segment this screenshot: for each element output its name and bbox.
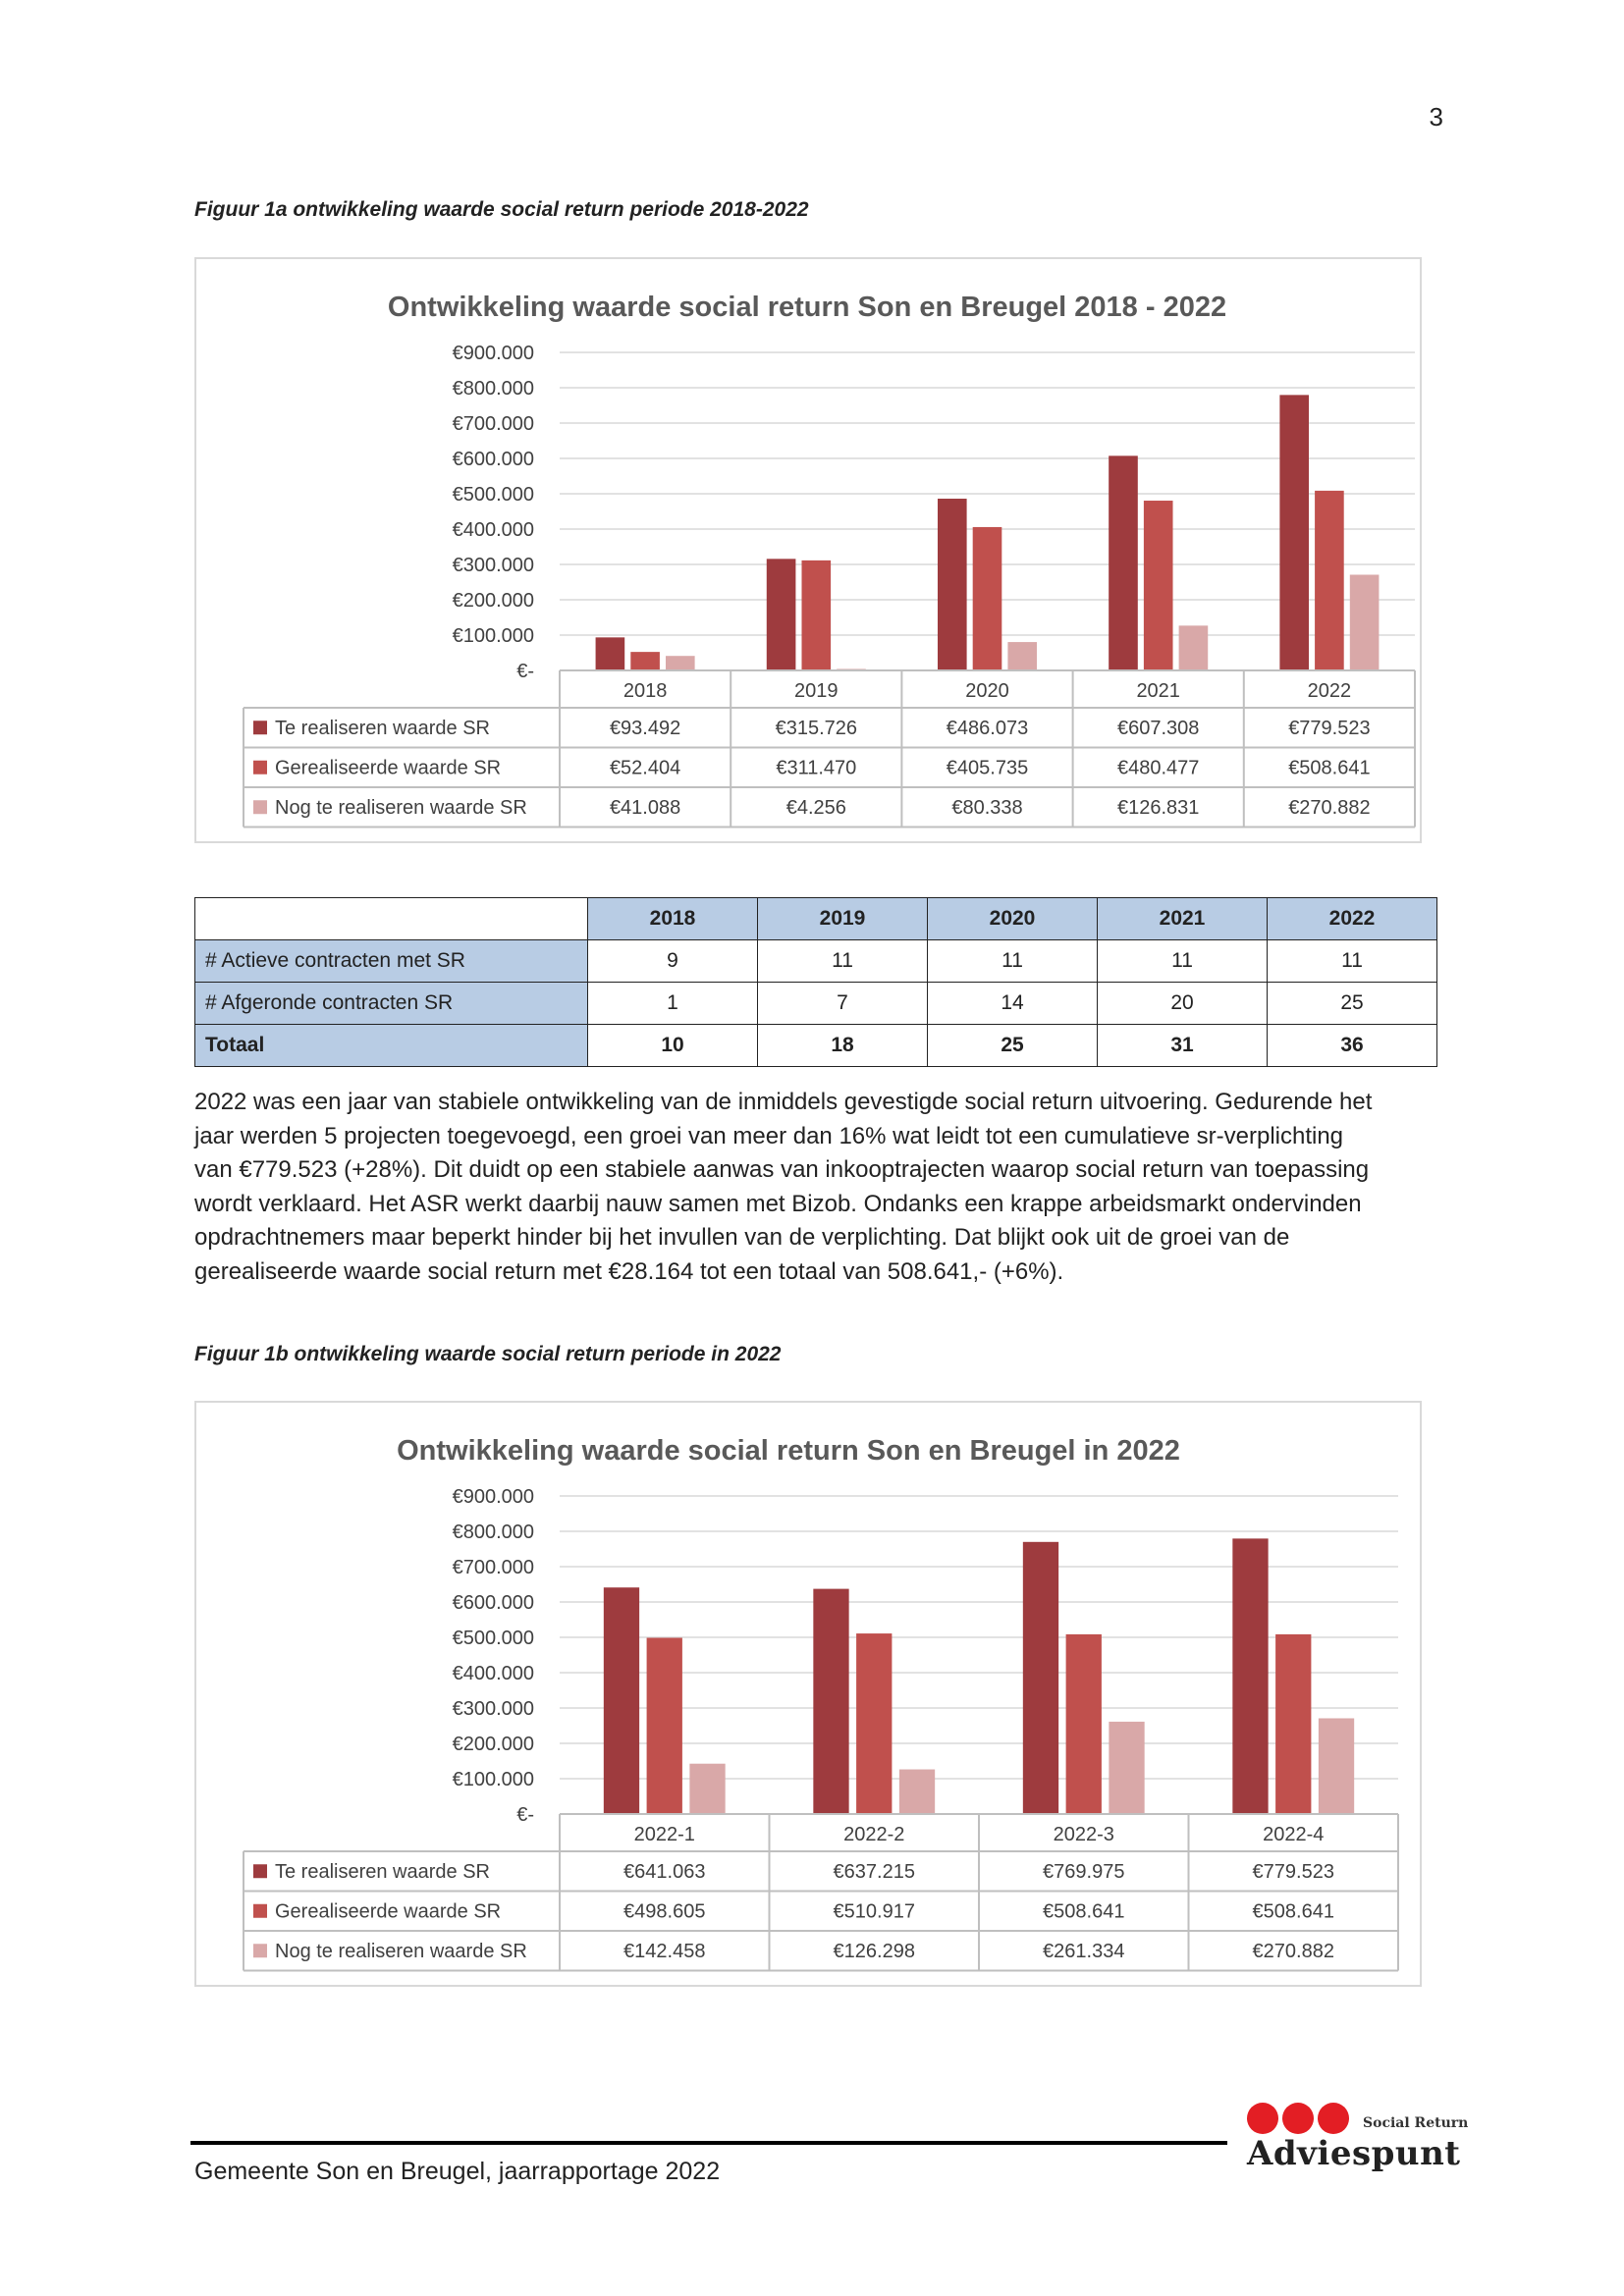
data-label: €486.073 (946, 718, 1029, 739)
paragraph-line: van €779.523 (+28%). Dit duidt op een stabiele aanwas van inkooptrajecten waarop social return van toepassing (194, 1156, 1370, 1183)
y-tick-label: €700.000 (452, 1557, 534, 1578)
y-tick-label: €800.000 (452, 1522, 534, 1543)
y-tick-label: €900.000 (452, 343, 534, 364)
data-label: €637.215 (833, 1861, 915, 1883)
category-label: 2022-4 (1263, 1824, 1325, 1845)
contracts-year-header: 2022 (1268, 898, 1437, 940)
bar (1232, 1538, 1268, 1814)
data-label: €52.404 (609, 757, 681, 779)
logo-wordmark: Adviespunt (1247, 2134, 1461, 2173)
y-tick-label: €800.000 (452, 378, 534, 400)
data-label: €641.063 (623, 1861, 706, 1883)
data-label: €41.088 (609, 797, 681, 819)
logo-tagline: Social Return (1363, 2115, 1469, 2131)
y-tick-label: €- (516, 1804, 534, 1826)
bar (856, 1633, 892, 1814)
figure-1b-caption: Figuur 1b ontwikkeling waarde social return periode in 2022 (194, 1343, 782, 1365)
legend-key (253, 800, 267, 814)
chart-title: Ontwikkeling waarde social return Son en Breugel 2018 - 2022 (387, 292, 1227, 323)
body-paragraph (194, 1086, 1441, 1289)
bar (938, 499, 967, 670)
row-label: Totaal (195, 1025, 588, 1067)
y-tick-label: €200.000 (452, 1734, 534, 1755)
paragraph-line: opdrachtnemers maar beperkt hinder bij het invullen van de verplichting. Dat blijkt ook uit de groei van de (194, 1224, 1290, 1251)
contracts-year-header: 2021 (1098, 898, 1268, 940)
data-label: €261.334 (1043, 1941, 1125, 1962)
paragraph-line: 2022 was een jaar van stabiele ontwikkeling van de inmiddels gevestigde social return uitvoering. Gedurende het (194, 1089, 1373, 1115)
chart-1b-frame (194, 1401, 1422, 1987)
bar (1144, 501, 1173, 670)
y-tick-label: €900.000 (452, 1486, 534, 1508)
paragraph-line: gerealiseerde waarde social return met €28.164 tot een totaal van 508.641,- (+6%). (194, 1257, 1064, 1285)
contracts-table-corner (195, 898, 588, 940)
y-tick-label: €300.000 (452, 1698, 534, 1720)
table-cell: 36 (1268, 1025, 1437, 1067)
category-label: 2020 (965, 680, 1009, 702)
data-label: €126.831 (1116, 797, 1200, 819)
data-label: €498.605 (623, 1900, 706, 1923)
table-cell: 11 (758, 940, 928, 983)
logo-dot (1247, 2103, 1278, 2134)
data-label: €311.470 (776, 757, 857, 779)
series-name: Te realiseren waarde SR (275, 1861, 490, 1883)
y-tick-label: €600.000 (452, 1592, 534, 1614)
y-tick-label: €400.000 (452, 519, 534, 541)
chart-1a (196, 259, 1420, 841)
adviespunt-logo (1247, 2103, 1469, 2181)
category-label: 2019 (794, 680, 839, 702)
legend-key (253, 1944, 267, 1957)
legend-key (253, 721, 267, 734)
y-tick-label: €700.000 (452, 413, 534, 435)
series-name: Te realiseren waarde SR (275, 718, 490, 739)
row-label: # Afgeronde contracten SR (195, 983, 588, 1025)
table-row (195, 940, 1437, 983)
category-label: 2021 (1136, 680, 1180, 702)
series-name: Gerealiseerde waarde SR (275, 757, 502, 779)
contracts-year-header: 2018 (588, 898, 758, 940)
bar (1066, 1634, 1102, 1814)
table-cell: 9 (588, 940, 758, 983)
data-label: €405.735 (946, 757, 1029, 779)
table-cell: 11 (1268, 940, 1437, 983)
data-label: €508.641 (1288, 757, 1371, 779)
table-cell: 10 (588, 1025, 758, 1067)
paragraph-line: wordt verklaard. Het ASR werkt daarbij nauw samen met Bizob. Ondanks een krappe arbeidsmarkt ondervinden (194, 1190, 1362, 1217)
table-cell: 1 (588, 983, 758, 1025)
y-tick-label: €100.000 (452, 1769, 534, 1790)
chart-1a-frame (194, 257, 1422, 843)
table-cell: 11 (1098, 940, 1268, 983)
legend-key (253, 761, 267, 774)
category-label: 2022-3 (1053, 1824, 1114, 1845)
bar (689, 1764, 725, 1814)
table-cell: 20 (1098, 983, 1268, 1025)
table-cell: 25 (1268, 983, 1437, 1025)
category-label: 2022 (1307, 680, 1352, 702)
logo-dot (1282, 2103, 1314, 2134)
contracts-year-header: 2020 (928, 898, 1098, 940)
paragraph-line: jaar werden 5 projecten toegevoegd, een groei van meer dan 16% wat leidt tot een cumulatieve sr-verplichting (194, 1122, 1344, 1149)
data-label: €508.641 (1043, 1900, 1125, 1923)
figure-1a-caption: Figuur 1a ontwikkeling waarde social return periode 2018-2022 (194, 198, 809, 221)
table-cell: 14 (928, 983, 1098, 1025)
bar (1279, 395, 1309, 670)
table-cell: 25 (928, 1025, 1098, 1067)
data-label: €270.882 (1288, 797, 1371, 819)
category-label: 2018 (623, 680, 668, 702)
data-label: €607.308 (1116, 718, 1200, 739)
data-label: €270.882 (1252, 1941, 1334, 1962)
bar (1007, 642, 1037, 670)
logo-dot (1318, 2103, 1349, 2134)
bar (647, 1638, 682, 1814)
legend-key (253, 1904, 267, 1918)
table-cell: 18 (758, 1025, 928, 1067)
bar (973, 527, 1002, 670)
bar (767, 559, 796, 670)
series-name: Gerealiseerde waarde SR (275, 1900, 502, 1923)
category-label: 2022-1 (633, 1824, 695, 1845)
data-label: €508.641 (1252, 1900, 1334, 1923)
legend-key (253, 1864, 267, 1878)
contracts-year-header: 2019 (758, 898, 928, 940)
data-label: €480.477 (1116, 757, 1200, 779)
data-label: €126.298 (833, 1941, 915, 1962)
bar (630, 652, 660, 670)
bar (801, 561, 831, 670)
y-tick-label: €100.000 (452, 625, 534, 647)
bar (1350, 574, 1380, 670)
bar (813, 1589, 848, 1814)
y-tick-label: €500.000 (452, 1628, 534, 1649)
y-tick-label: €400.000 (452, 1663, 534, 1684)
data-label: €80.338 (951, 797, 1023, 819)
bar (1109, 1722, 1144, 1814)
y-tick-label: €- (516, 661, 534, 682)
data-label: €779.523 (1252, 1861, 1334, 1883)
data-label: €4.256 (785, 797, 846, 819)
data-label: €779.523 (1288, 718, 1371, 739)
page-number: 3 (1429, 102, 1443, 132)
bar (899, 1770, 935, 1814)
bar (1179, 625, 1209, 670)
data-label: €510.917 (833, 1900, 915, 1923)
table-cell: 11 (928, 940, 1098, 983)
row-label: # Actieve contracten met SR (195, 940, 588, 983)
bar (1315, 491, 1344, 670)
y-tick-label: €200.000 (452, 590, 534, 612)
series-name: Nog te realiseren waarde SR (275, 797, 527, 819)
chart-title: Ontwikkeling waarde social return Son en Breugel in 2022 (397, 1435, 1180, 1467)
bar (1275, 1634, 1311, 1814)
bar (1109, 455, 1138, 670)
table-cell: 7 (758, 983, 928, 1025)
data-label: €769.975 (1043, 1861, 1125, 1883)
category-label: 2022-2 (843, 1824, 905, 1845)
table-row (195, 983, 1437, 1025)
footer-divider (190, 2141, 1227, 2145)
y-tick-label: €500.000 (452, 484, 534, 506)
table-cell: 31 (1098, 1025, 1268, 1067)
y-tick-label: €600.000 (452, 449, 534, 470)
bar (1319, 1718, 1354, 1814)
y-tick-label: €300.000 (452, 555, 534, 576)
chart-1b (196, 1403, 1420, 1985)
bar (596, 637, 625, 670)
data-label: €142.458 (623, 1941, 706, 1962)
series-name: Nog te realiseren waarde SR (275, 1941, 527, 1962)
data-label: €93.492 (609, 718, 681, 739)
bar (666, 656, 695, 670)
bar (604, 1587, 639, 1814)
bar (1023, 1542, 1058, 1814)
data-label: €315.726 (775, 718, 858, 739)
table-row (195, 1025, 1437, 1067)
footer-text: Gemeente Son en Breugel, jaarrapportage 2022 (194, 2158, 721, 2185)
contracts-table (194, 897, 1437, 1067)
